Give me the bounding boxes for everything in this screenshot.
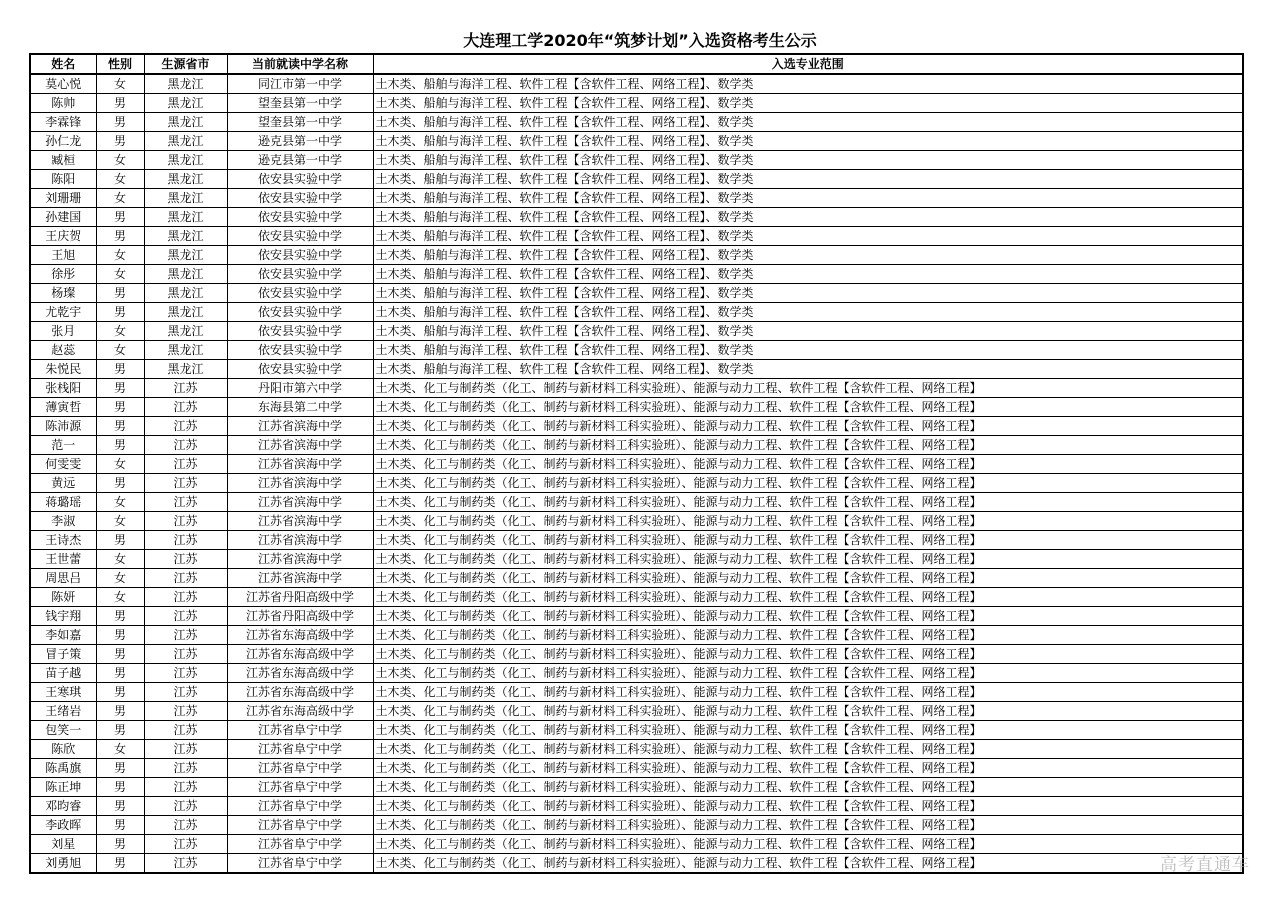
cell-name: 黄远 (30, 474, 96, 493)
cell-majors: 土木类、船舶与海洋工程、软件工程【含软件工程、网络工程】、数学类 (373, 151, 1243, 170)
cell-school: 江苏省滨海中学 (227, 474, 373, 493)
cell-gender: 女 (96, 341, 144, 360)
cell-province: 江苏 (144, 512, 227, 531)
cell-province: 黑龙江 (144, 189, 227, 208)
table-row (30, 683, 1243, 702)
cell-majors: 土木类、船舶与海洋工程、软件工程【含软件工程、网络工程】、数学类 (373, 113, 1243, 132)
cell-school: 东海县第二中学 (227, 398, 373, 417)
cell-name: 包笑一 (30, 721, 96, 740)
cell-province: 江苏 (144, 379, 227, 398)
table-row (30, 588, 1243, 607)
cell-name: 莫心悦 (30, 74, 96, 94)
cell-gender: 女 (96, 322, 144, 341)
cell-gender: 男 (96, 360, 144, 379)
cell-majors: 土木类、船舶与海洋工程、软件工程【含软件工程、网络工程】、数学类 (373, 284, 1243, 303)
cell-name: 周思吕 (30, 569, 96, 588)
table-row (30, 398, 1243, 417)
cell-gender: 男 (96, 702, 144, 721)
table-row (30, 607, 1243, 626)
cell-gender: 女 (96, 265, 144, 284)
cell-name: 尤乾宇 (30, 303, 96, 322)
cell-gender: 女 (96, 569, 144, 588)
cell-province: 江苏 (144, 550, 227, 569)
header-row (30, 54, 1243, 74)
cell-name: 陈禹旗 (30, 759, 96, 778)
cell-school: 江苏省阜宁中学 (227, 816, 373, 835)
cell-majors: 土木类、船舶与海洋工程、软件工程【含软件工程、网络工程】、数学类 (373, 94, 1243, 113)
cell-school: 江苏省阜宁中学 (227, 721, 373, 740)
cell-name: 徐彤 (30, 265, 96, 284)
table-row (30, 322, 1243, 341)
cell-province: 黑龙江 (144, 132, 227, 151)
table-row (30, 626, 1243, 645)
cell-majors: 土木类、船舶与海洋工程、软件工程【含软件工程、网络工程】、数学类 (373, 360, 1243, 379)
cell-province: 黑龙江 (144, 151, 227, 170)
table-row (30, 74, 1243, 94)
cell-province: 江苏 (144, 778, 227, 797)
cell-gender: 女 (96, 74, 144, 94)
cell-name: 王庆贺 (30, 227, 96, 246)
cell-majors: 土木类、化工与制药类（化工、制药与新材料工科实验班）、能源与动力工程、软件工程【含软件工程、网络工程】 (373, 835, 1243, 854)
cell-name: 王绪岩 (30, 702, 96, 721)
cell-gender: 男 (96, 227, 144, 246)
cell-majors: 土木类、化工与制药类（化工、制药与新材料工科实验班）、能源与动力工程、软件工程【含软件工程、网络工程】 (373, 645, 1243, 664)
cell-province: 江苏 (144, 455, 227, 474)
table-row (30, 132, 1243, 151)
cell-name: 薄寅哲 (30, 398, 96, 417)
cell-gender: 女 (96, 588, 144, 607)
cell-majors: 土木类、化工与制药类（化工、制药与新材料工科实验班）、能源与动力工程、软件工程【含软件工程、网络工程】 (373, 607, 1243, 626)
cell-gender: 男 (96, 759, 144, 778)
cell-majors: 土木类、船舶与海洋工程、软件工程【含软件工程、网络工程】、数学类 (373, 74, 1243, 94)
cell-gender: 男 (96, 626, 144, 645)
cell-name: 李政晖 (30, 816, 96, 835)
cell-province: 黑龙江 (144, 322, 227, 341)
cell-majors: 土木类、船舶与海洋工程、软件工程【含软件工程、网络工程】、数学类 (373, 322, 1243, 341)
cell-gender: 女 (96, 455, 144, 474)
table-row (30, 379, 1243, 398)
cell-school: 江苏省阜宁中学 (227, 797, 373, 816)
cell-gender: 男 (96, 398, 144, 417)
header-school: 当前就读中学名称 (227, 54, 373, 74)
cell-name: 陈正坤 (30, 778, 96, 797)
cell-majors: 土木类、化工与制药类（化工、制药与新材料工科实验班）、能源与动力工程、软件工程【含软件工程、网络工程】 (373, 778, 1243, 797)
cell-province: 江苏 (144, 531, 227, 550)
cell-gender: 男 (96, 531, 144, 550)
cell-gender: 女 (96, 151, 144, 170)
cell-school: 依安县实验中学 (227, 208, 373, 227)
cell-majors: 土木类、船舶与海洋工程、软件工程【含软件工程、网络工程】、数学类 (373, 208, 1243, 227)
table-row (30, 797, 1243, 816)
header-majors: 入选专业范围 (373, 54, 1243, 74)
table-row (30, 113, 1243, 132)
cell-province: 江苏 (144, 493, 227, 512)
cell-name: 臧桓 (30, 151, 96, 170)
cell-gender: 男 (96, 664, 144, 683)
cell-majors: 土木类、化工与制药类（化工、制药与新材料工科实验班）、能源与动力工程、软件工程【含软件工程、网络工程】 (373, 474, 1243, 493)
cell-school: 依安县实验中学 (227, 265, 373, 284)
table-row (30, 341, 1243, 360)
cell-school: 江苏省东海高级中学 (227, 664, 373, 683)
cell-gender: 男 (96, 474, 144, 493)
cell-school: 依安县实验中学 (227, 284, 373, 303)
cell-province: 黑龙江 (144, 341, 227, 360)
table-row (30, 284, 1243, 303)
cell-gender: 男 (96, 607, 144, 626)
cell-province: 江苏 (144, 759, 227, 778)
cell-school: 江苏省阜宁中学 (227, 759, 373, 778)
cell-majors: 土木类、化工与制药类（化工、制药与新材料工科实验班）、能源与动力工程、软件工程【含软件工程、网络工程】 (373, 493, 1243, 512)
cell-gender: 男 (96, 778, 144, 797)
cell-school: 依安县实验中学 (227, 322, 373, 341)
roster-table (29, 53, 1244, 874)
table-row (30, 740, 1243, 759)
table-row (30, 835, 1243, 854)
cell-province: 黑龙江 (144, 113, 227, 132)
cell-gender: 女 (96, 493, 144, 512)
cell-gender: 男 (96, 417, 144, 436)
table-row (30, 531, 1243, 550)
cell-name: 何雯雯 (30, 455, 96, 474)
table-row (30, 246, 1243, 265)
cell-school: 江苏省东海高级中学 (227, 645, 373, 664)
table-header (30, 54, 1243, 74)
table-row (30, 227, 1243, 246)
cell-province: 江苏 (144, 474, 227, 493)
cell-name: 王寒琪 (30, 683, 96, 702)
cell-name: 孙仁龙 (30, 132, 96, 151)
cell-majors: 土木类、化工与制药类（化工、制药与新材料工科实验班）、能源与动力工程、软件工程【含软件工程、网络工程】 (373, 436, 1243, 455)
table-row (30, 854, 1243, 874)
cell-majors: 土木类、船舶与海洋工程、软件工程【含软件工程、网络工程】、数学类 (373, 265, 1243, 284)
cell-province: 江苏 (144, 816, 227, 835)
table-row (30, 208, 1243, 227)
cell-province: 江苏 (144, 835, 227, 854)
cell-province: 江苏 (144, 626, 227, 645)
cell-school: 江苏省丹阳高级中学 (227, 588, 373, 607)
cell-gender: 男 (96, 284, 144, 303)
cell-school: 江苏省东海高级中学 (227, 683, 373, 702)
cell-majors: 土木类、船舶与海洋工程、软件工程【含软件工程、网络工程】、数学类 (373, 246, 1243, 265)
table-row (30, 170, 1243, 189)
cell-province: 江苏 (144, 664, 227, 683)
cell-province: 江苏 (144, 645, 227, 664)
table-row (30, 778, 1243, 797)
table-row (30, 360, 1243, 379)
cell-name: 陈妍 (30, 588, 96, 607)
cell-school: 江苏省滨海中学 (227, 455, 373, 474)
cell-school: 江苏省滨海中学 (227, 512, 373, 531)
cell-name: 陈欣 (30, 740, 96, 759)
cell-name: 刘星 (30, 835, 96, 854)
cell-name: 王诗杰 (30, 531, 96, 550)
cell-gender: 男 (96, 854, 144, 874)
cell-school: 江苏省滨海中学 (227, 436, 373, 455)
cell-province: 江苏 (144, 417, 227, 436)
cell-school: 同江市第一中学 (227, 74, 373, 94)
cell-province: 黑龙江 (144, 360, 227, 379)
cell-province: 黑龙江 (144, 284, 227, 303)
cell-majors: 土木类、船舶与海洋工程、软件工程【含软件工程、网络工程】、数学类 (373, 170, 1243, 189)
cell-gender: 女 (96, 189, 144, 208)
cell-gender: 男 (96, 113, 144, 132)
cell-province: 黑龙江 (144, 170, 227, 189)
cell-gender: 女 (96, 246, 144, 265)
cell-majors: 土木类、船舶与海洋工程、软件工程【含软件工程、网络工程】、数学类 (373, 303, 1243, 322)
cell-gender: 男 (96, 94, 144, 113)
cell-school: 望奎县第一中学 (227, 113, 373, 132)
cell-gender: 男 (96, 721, 144, 740)
cell-school: 依安县实验中学 (227, 303, 373, 322)
cell-name: 杨璨 (30, 284, 96, 303)
cell-name: 陈帅 (30, 94, 96, 113)
cell-school: 江苏省阜宁中学 (227, 854, 373, 874)
cell-majors: 土木类、化工与制药类（化工、制药与新材料工科实验班）、能源与动力工程、软件工程【含软件工程、网络工程】 (373, 398, 1243, 417)
cell-province: 江苏 (144, 683, 227, 702)
cell-province: 江苏 (144, 398, 227, 417)
cell-school: 依安县实验中学 (227, 170, 373, 189)
cell-school: 依安县实验中学 (227, 189, 373, 208)
cell-name: 刘勇旭 (30, 854, 96, 874)
cell-gender: 男 (96, 797, 144, 816)
cell-province: 江苏 (144, 588, 227, 607)
table-row (30, 151, 1243, 170)
cell-majors: 土木类、化工与制药类（化工、制药与新材料工科实验班）、能源与动力工程、软件工程【含软件工程、网络工程】 (373, 588, 1243, 607)
cell-majors: 土木类、化工与制药类（化工、制药与新材料工科实验班）、能源与动力工程、软件工程【含软件工程、网络工程】 (373, 740, 1243, 759)
cell-school: 江苏省东海高级中学 (227, 702, 373, 721)
cell-name: 李如嘉 (30, 626, 96, 645)
cell-name: 朱悦民 (30, 360, 96, 379)
cell-majors: 土木类、化工与制药类（化工、制药与新材料工科实验班）、能源与动力工程、软件工程【含软件工程、网络工程】 (373, 854, 1243, 874)
cell-school: 丹阳市第六中学 (227, 379, 373, 398)
cell-majors: 土木类、化工与制药类（化工、制药与新材料工科实验班）、能源与动力工程、软件工程【含软件工程、网络工程】 (373, 664, 1243, 683)
cell-majors: 土木类、化工与制药类（化工、制药与新材料工科实验班）、能源与动力工程、软件工程【含软件工程、网络工程】 (373, 683, 1243, 702)
cell-name: 张月 (30, 322, 96, 341)
cell-majors: 土木类、化工与制药类（化工、制药与新材料工科实验班）、能源与动力工程、软件工程【含软件工程、网络工程】 (373, 531, 1243, 550)
cell-majors: 土木类、化工与制药类（化工、制药与新材料工科实验班）、能源与动力工程、软件工程【含软件工程、网络工程】 (373, 569, 1243, 588)
cell-name: 刘珊珊 (30, 189, 96, 208)
header-name: 姓名 (30, 54, 96, 74)
table-row (30, 645, 1243, 664)
cell-name: 陈阳 (30, 170, 96, 189)
cell-gender: 男 (96, 436, 144, 455)
header-gender: 性别 (96, 54, 144, 74)
cell-name: 孙建国 (30, 208, 96, 227)
cell-name: 冒子策 (30, 645, 96, 664)
cell-province: 江苏 (144, 740, 227, 759)
cell-gender: 男 (96, 683, 144, 702)
table-row (30, 550, 1243, 569)
cell-gender: 男 (96, 379, 144, 398)
cell-province: 黑龙江 (144, 208, 227, 227)
table-row (30, 759, 1243, 778)
cell-majors: 土木类、船舶与海洋工程、软件工程【含软件工程、网络工程】、数学类 (373, 132, 1243, 151)
cell-majors: 土木类、化工与制药类（化工、制药与新材料工科实验班）、能源与动力工程、软件工程【含软件工程、网络工程】 (373, 379, 1243, 398)
table-row (30, 189, 1243, 208)
cell-majors: 土木类、化工与制药类（化工、制药与新材料工科实验班）、能源与动力工程、软件工程【含软件工程、网络工程】 (373, 550, 1243, 569)
cell-province: 黑龙江 (144, 94, 227, 113)
table-row (30, 493, 1243, 512)
header-province: 生源省市 (144, 54, 227, 74)
cell-province: 黑龙江 (144, 265, 227, 284)
table-row (30, 455, 1243, 474)
cell-gender: 男 (96, 645, 144, 664)
cell-gender: 男 (96, 303, 144, 322)
cell-majors: 土木类、化工与制药类（化工、制药与新材料工科实验班）、能源与动力工程、软件工程【含软件工程、网络工程】 (373, 455, 1243, 474)
cell-school: 江苏省滨海中学 (227, 569, 373, 588)
table-row (30, 94, 1243, 113)
cell-majors: 土木类、化工与制药类（化工、制药与新材料工科实验班）、能源与动力工程、软件工程【含软件工程、网络工程】 (373, 417, 1243, 436)
cell-school: 江苏省丹阳高级中学 (227, 607, 373, 626)
cell-majors: 土木类、化工与制药类（化工、制药与新材料工科实验班）、能源与动力工程、软件工程【含软件工程、网络工程】 (373, 816, 1243, 835)
cell-majors: 土木类、船舶与海洋工程、软件工程【含软件工程、网络工程】、数学类 (373, 189, 1243, 208)
cell-name: 邓昀睿 (30, 797, 96, 816)
cell-name: 赵蕊 (30, 341, 96, 360)
cell-name: 李霖锋 (30, 113, 96, 132)
cell-gender: 女 (96, 740, 144, 759)
table-row (30, 303, 1243, 322)
page-title: 大连理工学2020年“筑梦计划”入选资格考生公示 (463, 31, 817, 50)
table-body (30, 74, 1243, 873)
cell-majors: 土木类、船舶与海洋工程、软件工程【含软件工程、网络工程】、数学类 (373, 227, 1243, 246)
cell-gender: 男 (96, 816, 144, 835)
cell-name: 苗子越 (30, 664, 96, 683)
cell-school: 江苏省阜宁中学 (227, 740, 373, 759)
cell-school: 逊克县第一中学 (227, 132, 373, 151)
cell-majors: 土木类、化工与制药类（化工、制药与新材料工科实验班）、能源与动力工程、软件工程【含软件工程、网络工程】 (373, 702, 1243, 721)
table-row (30, 512, 1243, 531)
cell-gender: 男 (96, 132, 144, 151)
cell-school: 江苏省滨海中学 (227, 417, 373, 436)
table-row (30, 436, 1243, 455)
cell-school: 江苏省阜宁中学 (227, 835, 373, 854)
table-row (30, 417, 1243, 436)
cell-majors: 土木类、化工与制药类（化工、制药与新材料工科实验班）、能源与动力工程、软件工程【含软件工程、网络工程】 (373, 626, 1243, 645)
table-row (30, 265, 1243, 284)
cell-name: 王旭 (30, 246, 96, 265)
cell-gender: 女 (96, 512, 144, 531)
cell-majors: 土木类、化工与制药类（化工、制药与新材料工科实验班）、能源与动力工程、软件工程【含软件工程、网络工程】 (373, 512, 1243, 531)
cell-name: 王世蕾 (30, 550, 96, 569)
table-row (30, 664, 1243, 683)
cell-school: 依安县实验中学 (227, 360, 373, 379)
cell-name: 李淑 (30, 512, 96, 531)
cell-name: 蒋璐瑶 (30, 493, 96, 512)
cell-school: 依安县实验中学 (227, 227, 373, 246)
cell-province: 黑龙江 (144, 246, 227, 265)
cell-province: 黑龙江 (144, 227, 227, 246)
cell-province: 江苏 (144, 854, 227, 874)
cell-province: 江苏 (144, 702, 227, 721)
cell-gender: 女 (96, 170, 144, 189)
cell-majors: 土木类、船舶与海洋工程、软件工程【含软件工程、网络工程】、数学类 (373, 341, 1243, 360)
cell-majors: 土木类、化工与制药类（化工、制药与新材料工科实验班）、能源与动力工程、软件工程【含软件工程、网络工程】 (373, 721, 1243, 740)
cell-majors: 土木类、化工与制药类（化工、制药与新材料工科实验班）、能源与动力工程、软件工程【含软件工程、网络工程】 (373, 759, 1243, 778)
table-row (30, 474, 1243, 493)
table-row (30, 816, 1243, 835)
table-row (30, 569, 1243, 588)
cell-gender: 男 (96, 208, 144, 227)
cell-gender: 女 (96, 550, 144, 569)
cell-school: 依安县实验中学 (227, 341, 373, 360)
cell-province: 江苏 (144, 607, 227, 626)
cell-province: 江苏 (144, 569, 227, 588)
cell-province: 江苏 (144, 721, 227, 740)
cell-gender: 男 (96, 835, 144, 854)
table-row (30, 702, 1243, 721)
cell-name: 范一 (30, 436, 96, 455)
cell-name: 陈沛源 (30, 417, 96, 436)
watermark-text: 高考直通车 (1160, 855, 1250, 875)
cell-school: 望奎县第一中学 (227, 94, 373, 113)
cell-name: 张栈阳 (30, 379, 96, 398)
cell-school: 逊克县第一中学 (227, 151, 373, 170)
cell-school: 江苏省滨海中学 (227, 531, 373, 550)
table-row (30, 721, 1243, 740)
cell-school: 江苏省滨海中学 (227, 493, 373, 512)
cell-school: 江苏省滨海中学 (227, 550, 373, 569)
cell-province: 江苏 (144, 436, 227, 455)
cell-school: 江苏省阜宁中学 (227, 778, 373, 797)
cell-name: 钱宇翔 (30, 607, 96, 626)
cell-school: 江苏省东海高级中学 (227, 626, 373, 645)
cell-province: 黑龙江 (144, 303, 227, 322)
cell-majors: 土木类、化工与制药类（化工、制药与新材料工科实验班）、能源与动力工程、软件工程【含软件工程、网络工程】 (373, 797, 1243, 816)
cell-province: 江苏 (144, 797, 227, 816)
cell-province: 黑龙江 (144, 74, 227, 94)
cell-school: 依安县实验中学 (227, 246, 373, 265)
